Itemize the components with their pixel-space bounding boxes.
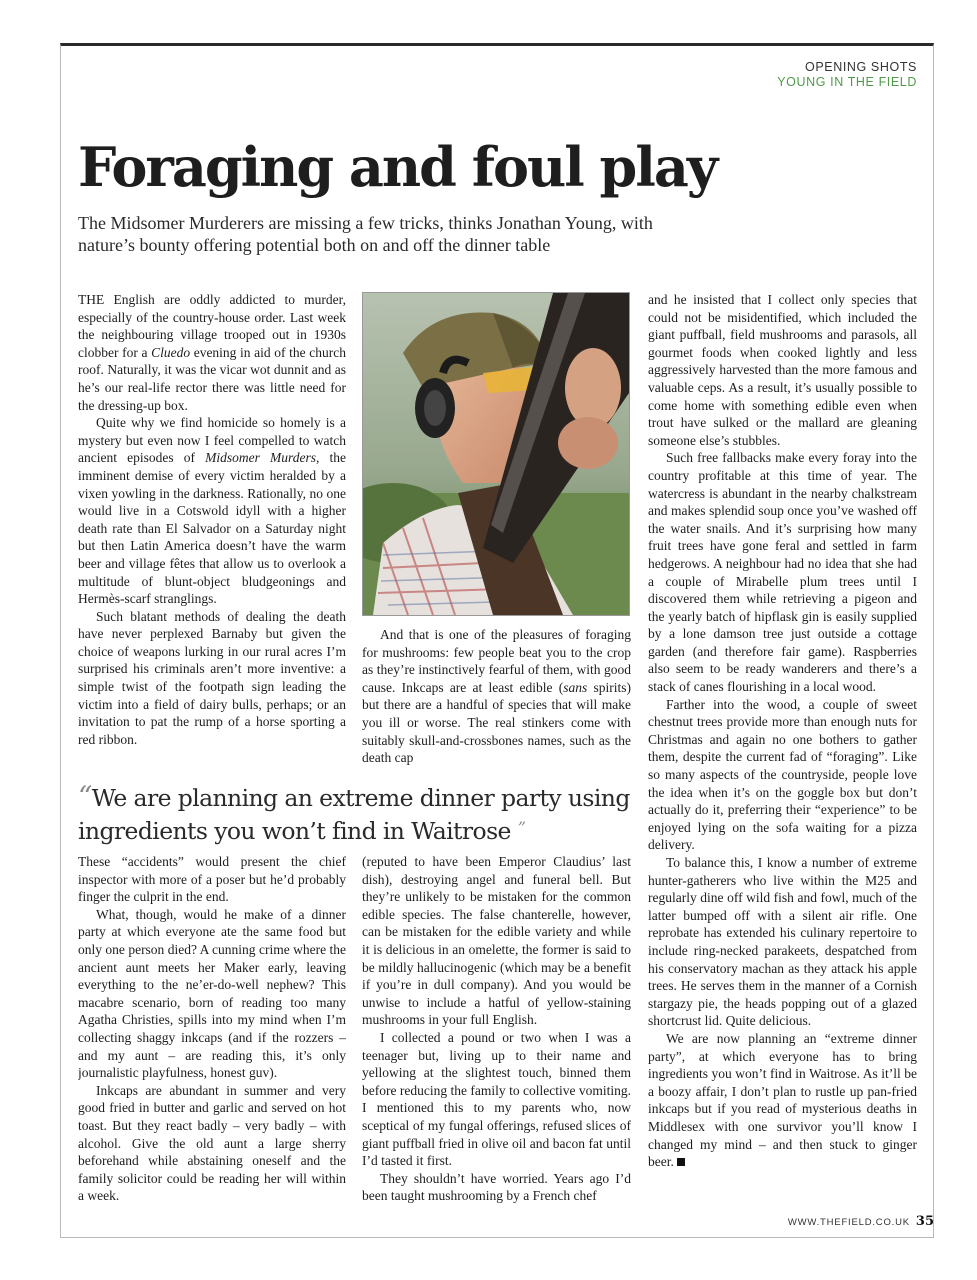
- section-header: [777, 60, 917, 90]
- open-quote-icon: “: [78, 780, 92, 813]
- footer: [788, 1214, 934, 1229]
- photo-shooter-illustration: [363, 293, 629, 615]
- standfirst: The Midsomer Murderers are missing a few tricks, thinks Jonathan Young, with nature’s bounty offering potential both on and off the dinner table: [78, 213, 653, 255]
- section-sublabel: YOUNG IN THE FIELD: [777, 75, 917, 89]
- article-photo: [362, 292, 630, 616]
- paragraph: (reputed to have been Emperor Claudius’ last dish), destroying angel and funeral bell. But they’re unlikely to be mistaken for the common edible species. The false chanterelle, however, can be mistaken for the edible variety and while it is delicious in an omelette, the former is said to be mildly hallucinogenic (which may be a benefit if you’re in dull company). And you would be unwise to include a hatful of yellow-staining mushrooms in your full English.: [362, 854, 631, 1028]
- paragraph: They shouldn’t have worried. Years ago I’d been taught mushrooming by a French chef: [362, 1170, 631, 1204]
- paragraph: What, though, would he make of a dinner party at which everyone ate the same food but only one person died? A cunning crime where the ancient aunt meets her Maker early, leaving everything to the ne’er-do-well nephew? This macabre scenario, born of reading too many Agatha Christies, spills into my mind when I’m collecting shaggy inkcaps (and if the rozzers – and my aunt – are reading this, it’s only journalistic playfulness, honest guv).: [78, 906, 346, 1081]
- page-number: 35: [915, 1214, 934, 1229]
- end-mark-icon: [677, 1158, 685, 1166]
- paragraph: Quite why we find homicide so homely is a mystery but even now I feel compelled to watch ancient episodes of Midsomer Murders, the imminent demise of every victim heralded by a vixen yowling in the darkness. Rationally, no one would live in a Cotswold idyll with a higher death rate than El Salvador on a Saturday night but then Latin America doesn’t have the warm beer and village fêtes that allow us to overlook a multitude of blunt-object bludgeonings and Hermès-scarf stranglings.: [78, 415, 346, 607]
- column-1-bottom: [78, 853, 346, 1228]
- pull-quote: [78, 782, 638, 846]
- paragraph: Inkcaps are abundant in summer and very good fried in butter and garlic and served on hot toast. But they react badly – very badly – with alcohol. Give the old aunt a large sherry beforehand while abstaining oneself and the family solicitor could be reading her will within a week.: [78, 1082, 346, 1204]
- paragraph: To balance this, I know a number of extreme hunter-gatherers who live within the M25 and regularly dine off wild fish and fowl, much of the latter bumped off with a silent air rifle. One reprobate has extended his culinary repertoire to include ring-necked parakeets, despatched from his conservatory machan as they attack his apple trees. He serves them in the manner of a Cornish stargazy pie, the heads popping out of a glazed shortcrust lid. Quite delicious.: [648, 855, 917, 1029]
- footer-url: WWW.THEFIELD.CO.UK: [787, 1217, 910, 1228]
- column-2-top: [362, 626, 631, 769]
- column-1-top: [78, 291, 346, 767]
- paragraph: Such free fallbacks make every foray into the country profitable at this time of year. The watercress is abundant in the nearby chalkstream and makes splendid soup once you’ve washed off the water snails. And it’s surprising how many fruit trees have gone feral and settled in farm hedgerows. A neighbour had no idea that she had a couple of Mirabelle plum trees until I discovered them while retrieving a pigeon and the yearly batch of hipflask gin is easily supplied by a lone damson tree just outside a cottage garden (and therefore fair game). Raspberries also seem to be ready wanderers and there’s a stack of canes flourishing in a local wood.: [648, 450, 917, 695]
- column-2-bottom: [362, 853, 631, 1228]
- paragraph: Such blatant methods of dealing the death have never perplexed Barnaby but given the choice of weapons lurking in our rural acres I’m surprised his criminals aren’t more inventive: a simple twist of the footpath sign leading the victim into a field of dairy bulls, perhaps; or an invitation to pat the rump of a horse sporting a red ribbon.: [78, 608, 346, 747]
- headline: Foraging and foul play: [78, 135, 717, 199]
- paragraph: THE English are oddly addicted to murder, especially of the country-house order. Last week the neighbouring village trooped out in 1930s clobber for a Cluedo evening in aid of the church roof. Naturally, it was the vicar wot dunnit and as he’s our real-life rector there was little need for the dressing-up box.: [78, 292, 346, 413]
- paragraph: These “accidents” would present the chief inspector with more of a poser but he’d probably finger the culprit in the end.: [78, 854, 346, 905]
- pull-quote-text: We are planning an extreme dinner party using ingredients you won’t find in Waitrose: [78, 784, 630, 845]
- paragraph: I collected a pound or two when I was a teenager but, living up to their name and yellowing at the slightest touch, binned them before reducing the family to collective vomiting. I mentioned this to my parents who, now sceptical of my fungal offerings, refused slices of giant puffball fried in olive oil and bacon fat until I’d tasted it first.: [362, 1029, 631, 1169]
- paragraph: We are now planning an “extreme dinner party”, at which everyone has to bring ingredients you won’t find in Waitrose. As it’ll be a boozy affair, I don’t plan to rustle up pan-fried inkcaps but if you read of mysterious deaths in Middlesex with one survivor you’ll know I changed my mind – and then stuck to ginger beer.: [648, 1030, 917, 1170]
- section-label: OPENING SHOTS: [805, 60, 917, 74]
- paragraph: Farther into the wood, a couple of sweet chestnut trees provide more than enough nuts for Christmas and again no one bothers to gather them, despite the current fad of “foraging”. Like so many aspects of the countryside, people love the idea when it’s on the goggle box but don’t actually do it, preferring their “experience” to be enjoyed lying on the sofa waiting for a pizza delivery.: [648, 696, 917, 853]
- paragraph: and he insisted that I collect only species that could not be misidentified, which included the giant puffball, field mushrooms and parasols, all gourmet foods when cooked lightly and less aggressively harvested than the more famous and valuable ceps. As a result, it’s usually possible to come home with something edible even when trout have sulked or the mallard are gleaning someone else’s stubbles.: [648, 292, 917, 448]
- close-quote-icon: ”: [517, 818, 526, 837]
- paragraph: And that is one of the pleasures of foraging for mushrooms: few people beat you to the crop as they’re instinctively fearful of them, with good cause. Inkcaps are at least edible (sans spirits) but there are a handful of species that will make you ill or worse. The real stinkers come with suitably skull-and-crossbones names, such as the death cap: [362, 627, 631, 766]
- column-3: [648, 291, 917, 1231]
